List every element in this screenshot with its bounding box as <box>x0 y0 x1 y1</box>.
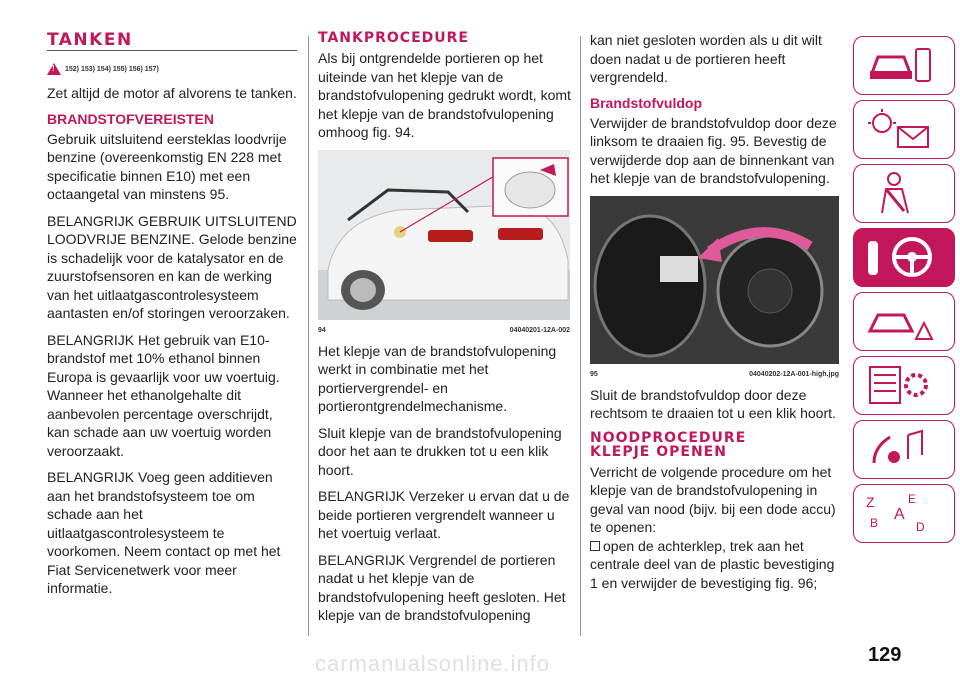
col1-p1: Zet altijd de motor af alvorens te tanken. <box>47 85 297 101</box>
tab-maintenance[interactable] <box>853 356 955 415</box>
tab-multimedia[interactable] <box>853 420 955 479</box>
figure-94-number: 94 <box>318 326 326 334</box>
warning-refs <box>47 63 159 75</box>
watermark: carmanualsonline.info <box>315 651 551 676</box>
heading-emergency-procedure: NOODPROCEDURE KLEPJE OPENEN <box>590 429 747 460</box>
svg-text:D: D <box>916 520 925 534</box>
car-info-icon <box>864 43 934 87</box>
car-rear-image <box>318 150 570 320</box>
column-divider-2 <box>580 36 581 636</box>
page-number: 129 <box>868 644 902 666</box>
tab-car-info[interactable] <box>853 36 955 95</box>
svg-text:Z: Z <box>866 494 875 510</box>
figure-95 <box>590 196 839 378</box>
index-icon <box>864 491 934 535</box>
col1-p3: BELANGRIJK GEBRUIK UITSLUITEND LOODVRIJE BENZINE. Gelode benzine is schadelijk voor de katalysator en de zuurstofsensoren en kan de werking van het uitlaatgascontrolesysteem aantasten en/of storingen veroorzaken. <box>47 212 297 321</box>
maintenance-icon <box>864 363 934 407</box>
figure-95-caption <box>590 371 839 378</box>
driving-icon <box>864 235 944 279</box>
col2-p3: Sluit klepje van de brandstofvulopening door het aan te drukken tot u een klik hoort. <box>318 424 562 478</box>
column-divider <box>308 36 309 636</box>
section-title: TANKEN <box>47 30 133 50</box>
figure-95-number: 95 <box>590 370 598 378</box>
sidebar-tabs <box>853 36 960 548</box>
heading-fuel-requirements: BRANDSTOFVEREISTEN <box>47 110 214 127</box>
tab-emergency[interactable] <box>853 292 955 351</box>
figure-94-caption <box>318 327 570 334</box>
tab-warning-lights[interactable] <box>853 100 955 159</box>
tab-driving[interactable] <box>853 228 955 287</box>
svg-text:A: A <box>894 506 905 523</box>
col2-p4: BELANGRIJK Verzeker u ervan dat u de beide portieren vergrendelt wanneer u het voertuig verlaat. <box>318 488 570 541</box>
col3-p1: kan niet gesloten worden als u dit wilt doen nadat u de portieren heeft vergrendeld. <box>590 32 822 85</box>
column-3 <box>590 31 842 600</box>
column-1 <box>47 84 297 606</box>
figure-94 <box>318 150 570 334</box>
svg-text:B: B <box>870 516 879 530</box>
col2-p2: Het klepje van de brandstofvulopening werkt in combinatie met het portiervergrendel- en portierontgrendelmechanisme. <box>318 342 557 414</box>
col3-bullet1 <box>590 537 842 593</box>
title-rule <box>47 50 297 51</box>
col3-p3: Sluit de brandstofvuldop door deze rechtsom te draaien tot u een klik hoort. <box>590 386 836 421</box>
safety-icon <box>864 171 934 215</box>
tab-index[interactable] <box>853 484 955 543</box>
fuel-cap-image <box>590 196 839 364</box>
figure-95-code: 04040202-12A-001-high.jpg <box>749 370 839 378</box>
col2-p5: BELANGRIJK Vergrendel de portieren nadat u het klepje van de brandstofvulopening heeft gesloten. Het klepje van de brandstofvulopening <box>318 551 566 623</box>
warning-refs-text: 152) 153) 154) 155) 156) 157) <box>65 65 159 73</box>
multimedia-icon <box>864 427 934 471</box>
column-2 <box>318 31 573 633</box>
svg-text:E: E <box>908 492 917 506</box>
col3-p4: Verricht de volgende procedure om het klepje van de brandstofvulopening in geval van nood (bijv. bij een dode accu) te openen: <box>590 463 836 535</box>
col1-p2: Gebruik uitsluitend eersteklas loodvrije benzine (overeenkomstig EN 228 met specificatie binnen E10) met een octaangetal van minstens 95. <box>47 130 287 202</box>
col2-p1: Als bij ontgrendelde portieren op het uiteinde van het klepje van de brandstofvulopening gedrukt wordt, komt het klepje van de brandstofvulopening omhoog fig. 94. <box>318 50 571 140</box>
col3-p2: Verwijder de brandstofvuldop door deze linksom te draaien fig. 95. Bevestig de verwijderde dop aan de binnenkant van het klepje van de brandstofvulopening. <box>590 114 837 186</box>
col3-bullet1-text: open de achterklep, trek aan het centrale deel van de plastic bevestiging 1 en verwijder de bevestiging fig. 96; <box>590 537 835 591</box>
tab-safety[interactable] <box>853 164 955 223</box>
col1-p4: BELANGRIJK Het gebruik van E10-brandstof met 10% ethanol binnen Europa is gevaarlijk voor uw voertuig. Wanneer het ethanolgehalte dit aanbevolen percentage overschrijdt, kan schade aan uw voertuig worden veroorzaakt. <box>47 331 280 459</box>
heading-fuel-cap: Brandstofvuldop <box>590 94 702 111</box>
bullet-box-icon <box>590 541 600 551</box>
heading-tank-procedure: TANKPROCEDURE <box>318 30 469 46</box>
figure-94-code: 04040201-12A-002 <box>509 326 570 334</box>
warning-lights-icon <box>864 107 934 151</box>
col1-p5: BELANGRIJK Voeg geen additieven aan het brandstofsysteem toe om schade aan het uitlaatgascontrolesysteem te voorkomen. Neem contact op met het Fiat Servicenetwerk voor meer informatie. <box>47 469 281 596</box>
warning-icon <box>47 63 61 75</box>
emergency-icon <box>864 299 934 343</box>
